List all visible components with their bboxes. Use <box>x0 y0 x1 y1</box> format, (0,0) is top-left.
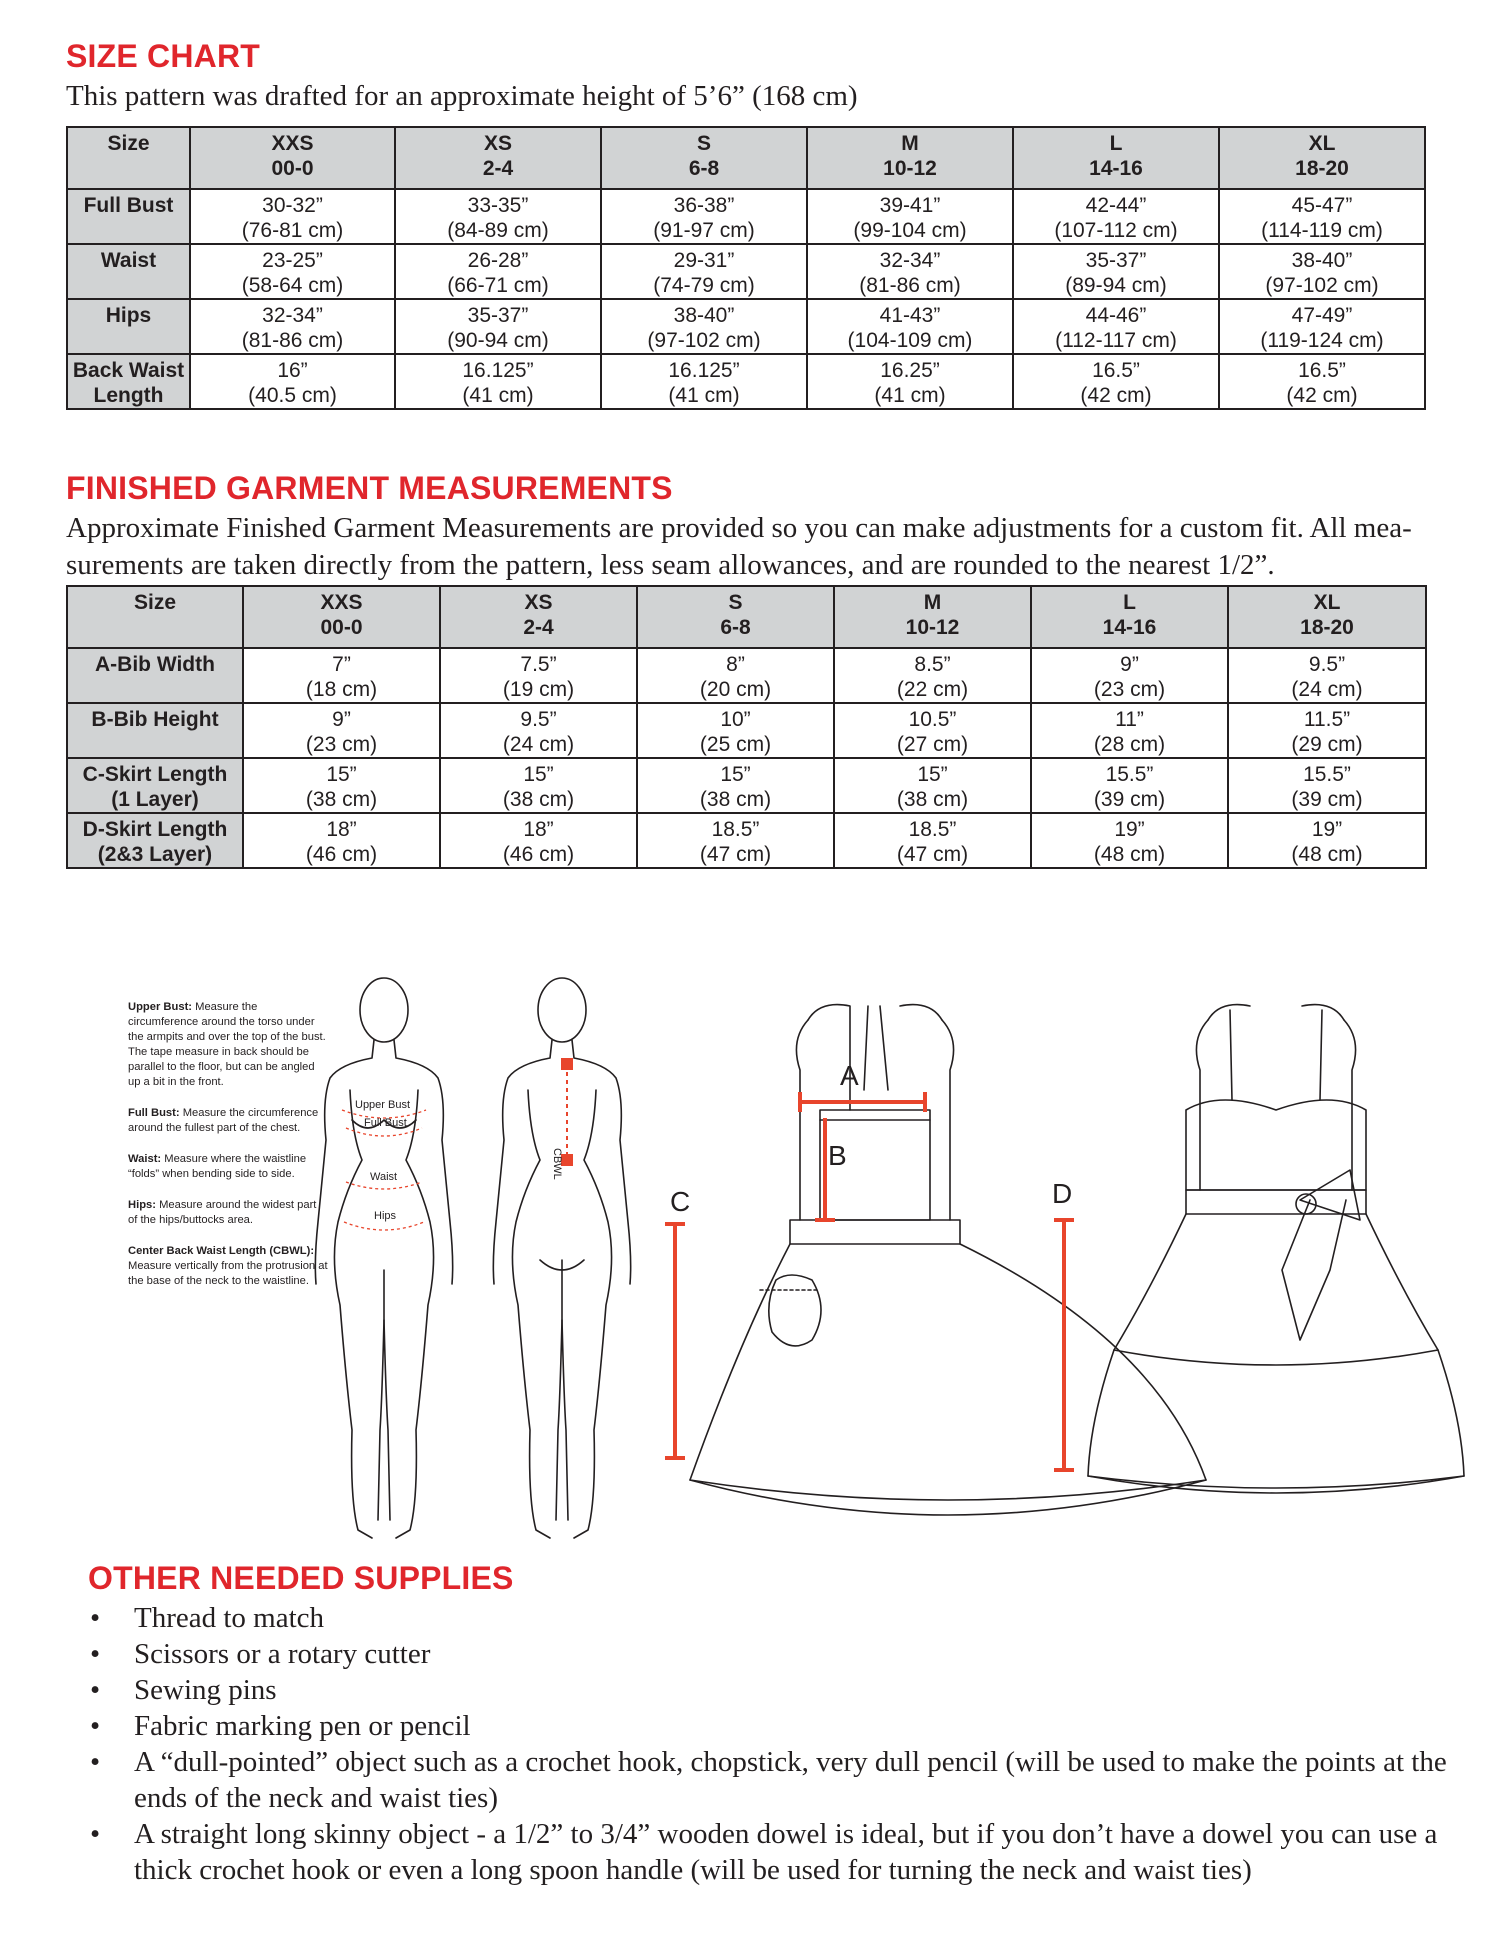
size-chart-cell: 38-40” (97-102 cm) <box>601 299 807 354</box>
hips-label: Hips <box>374 1210 397 1222</box>
measurement-marks <box>422 1060 1074 1470</box>
finished-cell: 18” (46 cm) <box>243 813 440 868</box>
finished-cell: 18.5” (47 cm) <box>834 813 1031 868</box>
size-header-xs: XS 2-4 <box>395 127 601 189</box>
size-chart-heading: SIZE CHART <box>66 38 260 74</box>
finished-cell: 15.5” (39 cm) <box>1228 758 1426 813</box>
size-chart-cell: 26-28” (66-71 cm) <box>395 244 601 299</box>
note-waist: Waist: Measure where the waistline “folds” when bending side to side. <box>128 1153 307 1180</box>
finished-row <box>67 648 1426 703</box>
apron-letter-labels <box>670 1060 1072 1217</box>
finished-size-header-m: M 10-12 <box>834 586 1031 648</box>
finished-cell: 15” (38 cm) <box>440 758 637 813</box>
finished-header-row <box>67 586 1426 648</box>
finished-row <box>67 758 1426 813</box>
bullet-icon: • <box>90 1602 101 1634</box>
size-chart-intro: This pattern was drafted for an approximate height of 5’6” (168 cm) <box>66 80 858 112</box>
size-chart-cell: 35-37” (90-94 cm) <box>395 299 601 354</box>
front-body-figure <box>315 978 452 1538</box>
bullet-icon: • <box>90 1710 101 1742</box>
label-d: D <box>1052 1178 1073 1209</box>
size-chart-cell: 45-47” (114-119 cm) <box>1219 189 1425 244</box>
size-chart-cell: 16.125” (41 cm) <box>395 354 601 409</box>
finished-cell: 18.5” (47 cm) <box>637 813 834 868</box>
finished-row <box>67 703 1426 758</box>
finished-row <box>67 813 1426 868</box>
supply-item: • Scissors or a rotary cutter <box>90 1638 431 1670</box>
supply-item: • A straight long skinny object - a 1/2” to 3/4” wooden dowel is ideal, but if you don’t have a dowel you can use a thick crochet hook or even a long spoon handle (will be used for turning the neck and waist ties) <box>90 1818 1438 1886</box>
size-chart-cell: 16.25” (41 cm) <box>807 354 1013 409</box>
finished-cell: 15” (38 cm) <box>243 758 440 813</box>
apron-single-layer-drawing <box>690 1005 1206 1515</box>
size-chart-row-label: Full Bust <box>67 189 190 244</box>
finished-cell: 7.5” (19 cm) <box>440 648 637 703</box>
finished-table <box>66 585 1427 869</box>
finished-cell: 8.5” (22 cm) <box>834 648 1031 703</box>
finished-cell: 15.5” (39 cm) <box>1031 758 1228 813</box>
supply-item: • A “dull-pointed” object such as a crochet hook, chopstick, very dull pencil (will be used to make the points at the ends of the neck and waist ties) <box>90 1746 1447 1814</box>
bullet-icon: • <box>90 1818 101 1850</box>
finished-cell: 15” (38 cm) <box>834 758 1031 813</box>
size-chart-cell: 36-38” (91-97 cm) <box>601 189 807 244</box>
upper-bust-label: Upper Bust <box>355 1099 411 1111</box>
supplies-heading: OTHER NEEDED SUPPLIES <box>88 1560 514 1596</box>
finished-cell: 19” (48 cm) <box>1031 813 1228 868</box>
size-chart-row <box>67 354 1425 409</box>
supply-item: • Sewing pins <box>90 1674 277 1706</box>
size-chart-cell: 47-49” (119-124 cm) <box>1219 299 1425 354</box>
size-chart-cell: 41-43” (104-109 cm) <box>807 299 1013 354</box>
finished-cell: 7” (18 cm) <box>243 648 440 703</box>
finished-cell: 9” (23 cm) <box>243 703 440 758</box>
size-chart-row-label: Back Waist Length <box>67 354 190 409</box>
full-bust-label: Full Bust <box>364 1117 407 1129</box>
size-chart-cell: 44-46” (112-117 cm) <box>1013 299 1219 354</box>
finished-row-label: C-Skirt Length (1 Layer) <box>67 758 243 813</box>
finished-cell: 19” (48 cm) <box>1228 813 1426 868</box>
finished-cell: 9” (23 cm) <box>1031 648 1228 703</box>
finished-intro-line-1: Approximate Finished Garment Measurements are provided so you can make adjustments for a custom fit. All mea- <box>66 512 1412 544</box>
finished-size-header-xxs: XXS 00-0 <box>243 586 440 648</box>
waist-label: Waist <box>370 1171 398 1183</box>
size-chart-corner-label: Size <box>67 127 190 189</box>
size-chart-cell: 32-34” (81-86 cm) <box>807 244 1013 299</box>
bullet-icon: • <box>90 1746 101 1778</box>
note-hips: Hips: Measure around the widest part of the hips/buttocks area. <box>128 1199 317 1226</box>
size-header-l: L 14-16 <box>1013 127 1219 189</box>
supply-item: • Thread to match <box>90 1602 325 1634</box>
size-chart-row <box>67 244 1425 299</box>
note-full-bust: Full Bust: Measure the circumference around the fullest part of the chest. <box>128 1107 319 1134</box>
note-cbwl: Center Back Waist Length (CBWL): Measure vertically from the protrusion at the base of the neck to the waistline. <box>128 1245 328 1287</box>
cbwl-label: CBWL <box>551 1148 563 1180</box>
finished-corner-label: Size <box>67 586 243 648</box>
finished-cell: 9.5” (24 cm) <box>1228 648 1426 703</box>
finished-intro-line-2: surements are taken directly from the pattern, less seam allowances, and are rounded to the nearest 1/2”. <box>66 549 1275 581</box>
finished-row-label: B-Bib Height <box>67 703 243 758</box>
size-chart-row <box>67 299 1425 354</box>
size-chart-header-row <box>67 127 1425 189</box>
size-header-m: M 10-12 <box>807 127 1013 189</box>
bullet-icon: • <box>90 1638 101 1670</box>
finished-size-header-xs: XS 2-4 <box>440 586 637 648</box>
finished-heading: FINISHED GARMENT MEASUREMENTS <box>66 470 673 506</box>
finished-size-header-xl: XL 18-20 <box>1228 586 1426 648</box>
supply-item: • Fabric marking pen or pencil <box>90 1710 471 1742</box>
size-chart-row-label: Waist <box>67 244 190 299</box>
finished-size-header-l: L 14-16 <box>1031 586 1228 648</box>
size-chart-cell: 42-44” (107-112 cm) <box>1013 189 1219 244</box>
size-chart-row-label: Hips <box>67 299 190 354</box>
finished-cell: 15” (38 cm) <box>637 758 834 813</box>
garment-illustrations <box>0 960 1500 1560</box>
size-chart-cell: 16.125” (41 cm) <box>601 354 807 409</box>
body-labels <box>355 1099 563 1222</box>
size-chart-cell: 32-34” (81-86 cm) <box>190 299 395 354</box>
size-header-s: S 6-8 <box>601 127 807 189</box>
finished-row-label: A-Bib Width <box>67 648 243 703</box>
size-chart-cell: 16.5” (42 cm) <box>1219 354 1425 409</box>
finished-cell: 11” (28 cm) <box>1031 703 1228 758</box>
size-chart-cell: 30-32” (76-81 cm) <box>190 189 395 244</box>
label-c: C <box>670 1186 691 1217</box>
finished-row-label: D-Skirt Length (2&3 Layer) <box>67 813 243 868</box>
finished-cell: 8” (20 cm) <box>637 648 834 703</box>
finished-cell: 10.5” (27 cm) <box>834 703 1031 758</box>
label-a: A <box>840 1060 859 1091</box>
size-chart-table <box>66 126 1426 410</box>
note-upper-bust: Upper Bust: Measure the circumference around the torso under the armpits and over the top of the bust. The tape measure in back should be parallel to the floor, but can be angled up a bit in the front. <box>128 1001 326 1088</box>
size-chart-cell: 33-35” (84-89 cm) <box>395 189 601 244</box>
label-b: B <box>828 1140 847 1171</box>
size-chart-row <box>67 189 1425 244</box>
bullet-icon: • <box>90 1674 101 1706</box>
size-chart-cell: 29-31” (74-79 cm) <box>601 244 807 299</box>
finished-size-header-s: S 6-8 <box>637 586 834 648</box>
size-chart-cell: 35-37” (89-94 cm) <box>1013 244 1219 299</box>
size-chart-cell: 39-41” (99-104 cm) <box>807 189 1013 244</box>
finished-cell: 9.5” (24 cm) <box>440 703 637 758</box>
size-header-xxs: XXS 00-0 <box>190 127 395 189</box>
size-chart-cell: 16” (40.5 cm) <box>190 354 395 409</box>
finished-cell: 10” (25 cm) <box>637 703 834 758</box>
size-chart-cell: 16.5” (42 cm) <box>1013 354 1219 409</box>
apron-tiered-drawing <box>1088 1005 1464 1493</box>
size-chart-cell: 38-40” (97-102 cm) <box>1219 244 1425 299</box>
finished-cell: 18” (46 cm) <box>440 813 637 868</box>
supplies-list <box>90 1600 1470 1888</box>
size-chart-cell: 23-25” (58-64 cm) <box>190 244 395 299</box>
finished-cell: 11.5” (29 cm) <box>1228 703 1426 758</box>
size-header-xl: XL 18-20 <box>1219 127 1425 189</box>
